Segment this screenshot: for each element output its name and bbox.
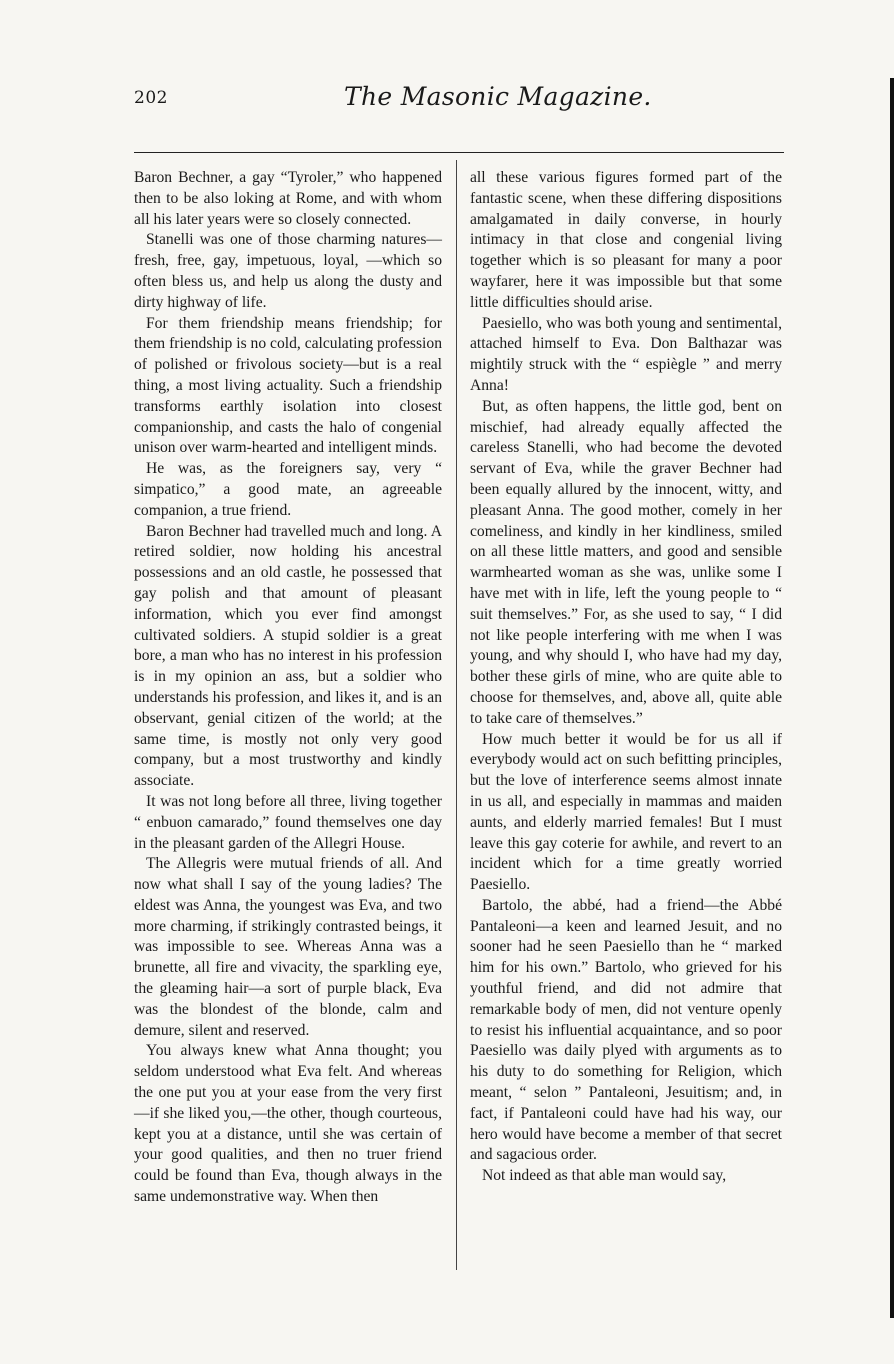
paragraph: He was, as the foreigners say, very “ simpatico,” a good mate, an agreeable companion, a true friend.	[134, 460, 442, 519]
paragraph: But, as often happens, the little god, bent on mischief, had already equally affected the careless Stanelli, who had become the devoted servant of Eva, while the graver Bechner had been equally allured by the innocent, witty, and pleasant Anna. The good mother, comely in her comeliness, and kindly in her kindliness, smiled on all these little matters, and good and sensible warmhearted woman as she was, unlike some I have met with in life, left the young people to “ suit themselves.” For, as she used to say, “ I did not like people interfering with me when I was young, and why should I, who have had my day, bother these girls of mine, who are quite able to choose for themselves, and, above all, quite able to take care of themselves.”	[470, 397, 782, 727]
paragraph: Not indeed as that able man would say,	[482, 1167, 727, 1185]
paragraph: Paesiello, who was both young and sentimental, attached himself to Eva. Don Balthazar was mightily struck with the “ espiègle ” and merry Anna!	[470, 314, 782, 394]
paragraph: Baron Bechner had travelled much and long. A retired soldier, now holding his ancestral possessions and an old castle, he possessed that gay polish and that amount of pleasant information, which you ever find amongst cultivated soldiers. A stupid soldier is a great bore, a man who has no interest in his profession is in my opinion an ass, but a soldier who understands his profession, and likes it, and is an observant, genial citizen of the world; at the same time, is mostly not only very good company, but a most trustworthy and kindly associate.	[134, 522, 442, 790]
paragraph: For them friendship means friendship; for them friendship is no cold, calculating profession of polished or frivolous society—but is a real thing, a most living actuality. Such a friendship transforms earthly isolation into closest companionship, and casts the halo of congenial unison over warm-hearted and intelligent minds.	[134, 314, 442, 457]
paragraph: How much better it would be for us all if everybody would act on such befitting principles, but the love of interference seems almost innate in us all, and especially in mammas and maiden aunts, and elderly married females! But I must leave this gay coterie for awhile, and revert to an incident which for a time greatly worried Paesiello.	[470, 730, 782, 894]
column-divider	[456, 160, 457, 1270]
page-edge-shadow	[890, 78, 894, 1318]
paragraph: Bartolo, the abbé, had a friend—the Abbé Pantaleoni—a keen and learned Jesuit, and no sooner had he seen Paesiello than he “ marked him for his own.” Bartolo, who grieved for his youthful friend, and did not admire that remarkable body of men, did not venture openly to resist his influential acquaintance, and so poor Paesiello was daily plyed with arguments as to his duty to do something for Religion, which meant, “ selon ” Pantaleoni, Jesuitism; and, in fact, if Pantaleoni could have had his way, our hero would have become a member of that secret and sagacious order.	[470, 896, 782, 1164]
header-rule	[134, 152, 784, 153]
left-column	[134, 168, 442, 1208]
page-header	[134, 78, 784, 118]
paragraph: The Allegris were mutual friends of all. And now what shall I say of the young ladies? The eldest was Anna, the youngest was Eva, and two more charming, if strikingly contrasted beings, it was impossible to see. Whereas Anna was a brunette, all fire and vivacity, the sparkling eye, the gleaming hair—a sort of purple black, Eva was the blondest of the blonde, calm and demure, silent and reserved.	[134, 855, 442, 1039]
page-number: 202	[134, 88, 168, 108]
paragraph: It was not long before all three, living together “ enbuon camarado,” found themselves one day in the pleasant garden of the Allegri House.	[134, 792, 442, 852]
paragraph: Stanelli was one of those charming natures—fresh, free, gay, impetuous, loyal, —which so often bless us, and help us along the dusty and dirty highway of life.	[134, 231, 442, 311]
running-title: The Masonic Magazine.	[344, 82, 652, 111]
paragraph: all these various figures formed part of the fantastic scene, when these differing dispositions amalgamated in daily converse, in hourly intimacy in that close and congenial living together which is so pleasant for many a poor wayfarer, here it was impossible but that some little difficulties should arise.	[470, 169, 782, 311]
right-column	[470, 168, 782, 1187]
paragraph: You always knew what Anna thought; you seldom understood what Eva felt. And whereas the one put you at your ease from the very first—if she liked you,—the other, though courteous, kept you at a distance, until she was certain of your good qualities, and then no truer friend could be found than Eva, though always in the same undemonstrative way. When then	[134, 1042, 442, 1206]
paragraph: Baron Bechner, a gay “Tyroler,” who happened then to be also loking at Rome, and with whom all his later years were so closely connected.	[134, 169, 442, 228]
